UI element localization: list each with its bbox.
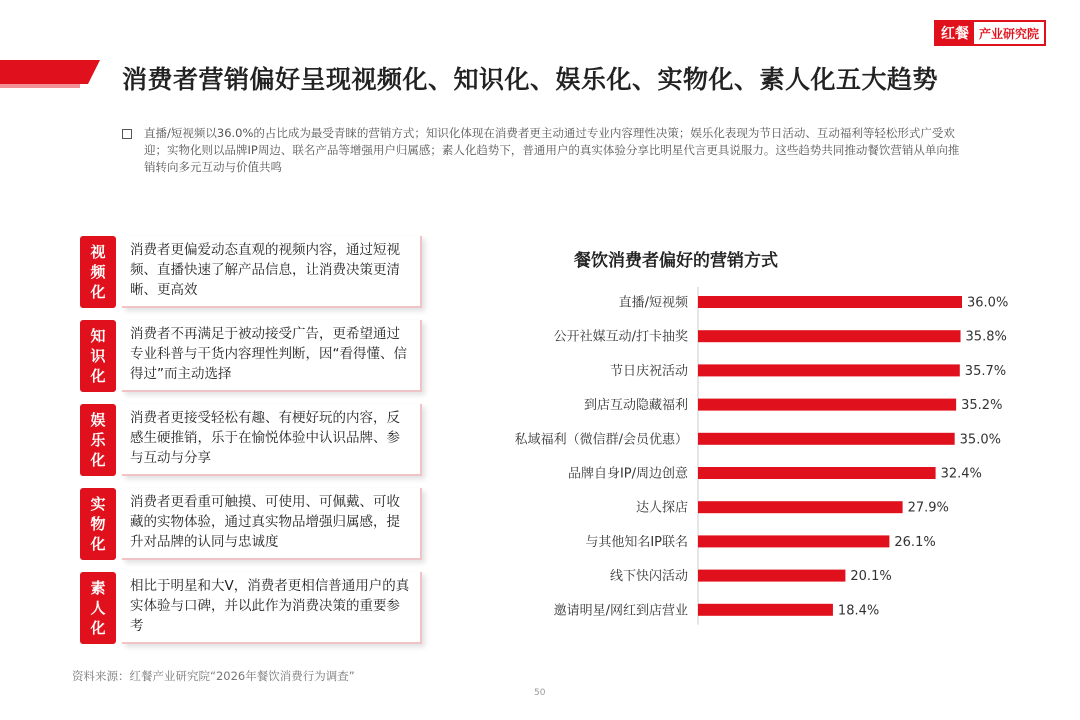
trend-description: 消费者不再满足于被动接受广告，更希望通过专业科普与干货内容理性判断，因“看得懂、信得过”而主动选择 — [122, 320, 422, 392]
bar-value-label: 35.0% — [959, 432, 1001, 448]
brand-mark: 红餐 — [936, 22, 974, 44]
bar — [698, 467, 936, 479]
trend-tag — [80, 236, 116, 308]
trend-tag-char: 识 — [90, 347, 106, 365]
category-tick-label: 达人探店 — [635, 500, 688, 516]
trend-tag-char: 视 — [90, 243, 106, 261]
summary-block — [122, 125, 962, 176]
trend-tag-char: 人 — [90, 599, 106, 617]
bar — [698, 330, 961, 342]
category-tick-label: 到店互动隐藏福利 — [583, 398, 688, 414]
category-tick-label: 与其他知名IP联名 — [585, 534, 688, 550]
trend-description: 消费者更接受轻松有趣、有梗好玩的内容，反感生硬推销，乐于在愉悦体验中认识品牌、参与互动与分享 — [122, 404, 422, 476]
summary-text: 直播/短视频以36.0%的占比成为最受青睐的营销方式；知识化体现在消费者更主动通过专业内容理性决策；娱乐化表现为节日活动、互动福利等轻松形式广受欢迎；实物化则以品牌IP周边、联名产品等增强用户归属感；素人化趋势下，普通用户的真实体验分享比明星代言更具说服力。这些趋势共同推动餐饮营销从单向推销转向多元互动与价值共鸣 — [144, 126, 960, 174]
bar — [698, 296, 962, 308]
trend-tag-char: 化 — [90, 367, 106, 385]
brand-logo — [934, 20, 1046, 46]
title-accent-band — [0, 60, 100, 84]
bar-value-label: 20.1% — [850, 569, 892, 585]
bar-value-label: 36.0% — [967, 295, 1009, 311]
bar — [698, 433, 955, 445]
trend-tag-char: 化 — [90, 451, 106, 469]
category-tick-label: 邀请明星/网红到店营业 — [553, 603, 688, 619]
trend-tag-char: 化 — [90, 283, 106, 301]
category-tick-label: 私域福利（微信群/会员优惠） — [514, 432, 688, 448]
trend-item-entertainment — [80, 404, 430, 476]
bar-value-label: 18.4% — [837, 603, 880, 619]
category-tick-label: 公开社媒互动/打卡抽奖 — [553, 329, 688, 345]
trend-tag-char: 化 — [90, 535, 106, 553]
title-accent-stripe — [0, 84, 80, 88]
trend-description: 相比于明星和大V，消费者更相信普通用户的真实体验与口碑，并以此作为消费决策的重要参考 — [122, 572, 422, 644]
trend-tag — [80, 320, 116, 392]
category-tick-label: 直播/短视频 — [618, 295, 688, 311]
bar-value-label: 35.2% — [961, 398, 1003, 414]
trend-tag-char: 化 — [90, 619, 106, 637]
bar-value-label: 35.8% — [965, 329, 1007, 345]
trend-tag-char: 物 — [90, 515, 106, 533]
bar — [698, 364, 960, 376]
bar — [698, 535, 889, 547]
trend-tag — [80, 488, 116, 560]
category-tick-label: 品牌自身IP/周边创意 — [567, 466, 688, 482]
trend-item-physical — [80, 488, 430, 560]
trend-tag-char: 频 — [90, 263, 106, 281]
square-bullet-icon — [122, 129, 132, 139]
bar — [698, 604, 833, 616]
chart-title: 餐饮消费者偏好的营销方式 — [574, 251, 778, 271]
trend-tag-char: 乐 — [90, 431, 106, 449]
trend-tag-char: 素 — [90, 579, 106, 597]
trend-description: 消费者更看重可触摸、可使用、可佩戴、可收藏的实物体验，通过真实物品增强归属感，提升对品牌的认同与忠诚度 — [122, 488, 422, 560]
page-number: 50 — [534, 688, 546, 698]
category-tick-label: 节日庆祝活动 — [609, 363, 688, 379]
page-title: 消费者营销偏好呈现视频化、知识化、娱乐化、实物化、素人化五大趋势 — [122, 65, 939, 94]
bar-value-label: 32.4% — [940, 466, 982, 482]
bar-value-label: 26.1% — [894, 534, 936, 550]
bar-value-label: 35.7% — [964, 363, 1007, 379]
trend-tag — [80, 404, 116, 476]
bar — [698, 501, 903, 513]
brand-name: 产业研究院 — [979, 26, 1040, 41]
trend-tag-char: 娱 — [90, 411, 106, 429]
trend-item-video — [80, 236, 430, 308]
bar — [698, 570, 845, 582]
trend-tag-char: 知 — [90, 327, 106, 345]
trend-item-ordinary-people — [80, 572, 430, 644]
marketing-preference-bar-chart — [470, 285, 1030, 635]
trend-item-knowledge — [80, 320, 430, 392]
category-tick-label: 线下快闪活动 — [609, 569, 688, 585]
trend-description: 消费者更偏爱动态直观的视频内容，通过短视频、直播快速了解产品信息，让消费决策更清晰、更高效 — [122, 236, 422, 308]
source-note: 资料来源：红餐产业研究院“2026年餐饮消费行为调查” — [72, 669, 355, 683]
bar-value-label: 27.9% — [907, 500, 949, 516]
bar — [698, 399, 956, 411]
trend-tag — [80, 572, 116, 644]
trend-tag-char: 实 — [90, 495, 106, 513]
